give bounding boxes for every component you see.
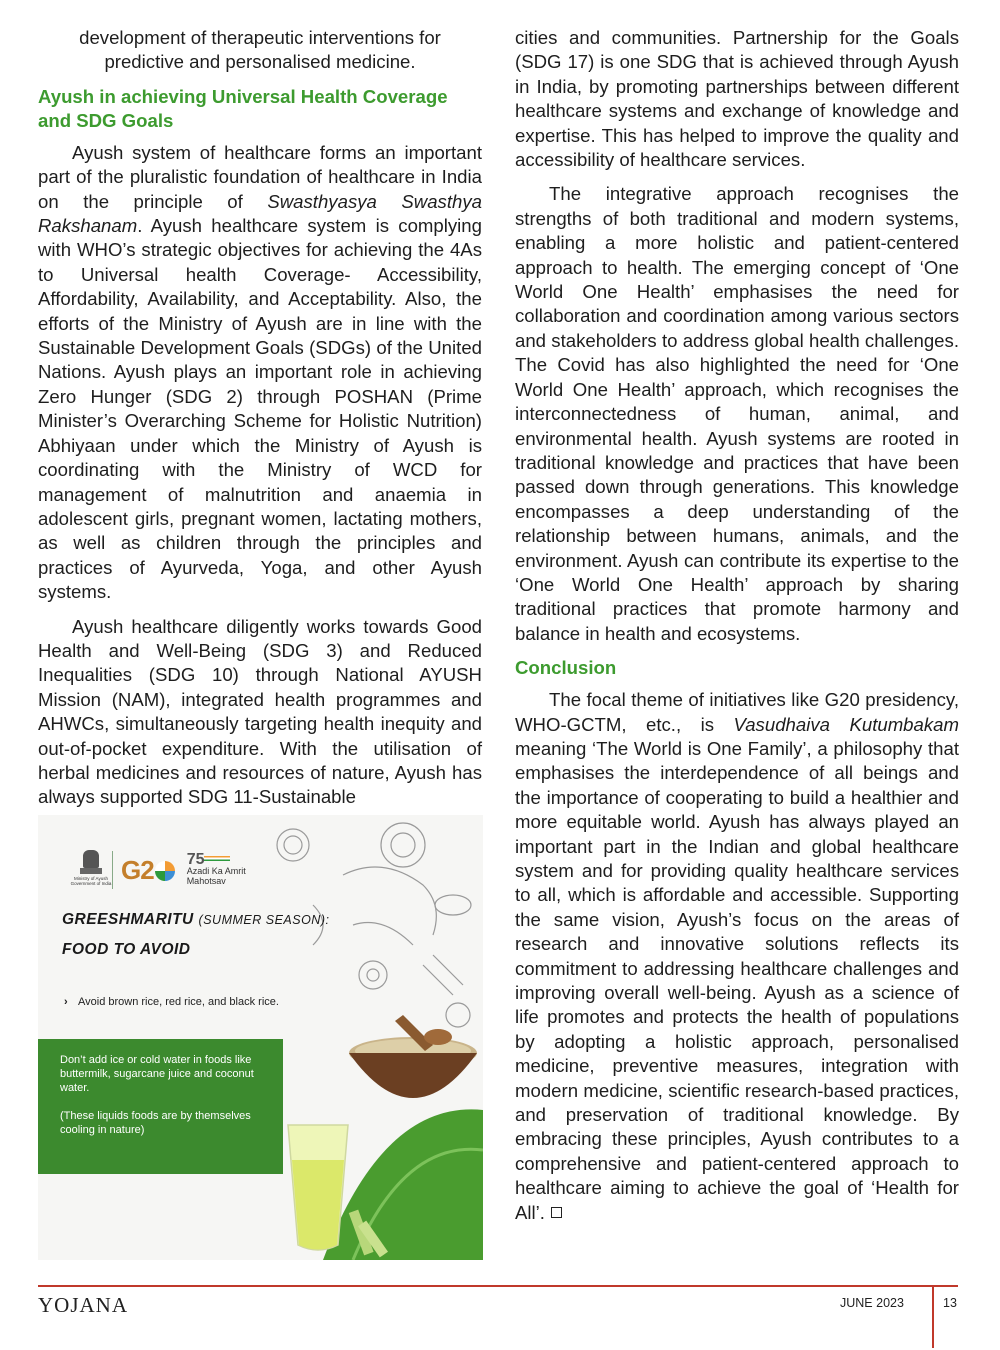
national-emblem-icon xyxy=(70,850,112,890)
section-heading-uhc-sdg: Ayush in achieving Universal Health Coverage and SDG Goals xyxy=(38,85,448,131)
logo-divider xyxy=(112,851,113,889)
azadi-text: Azadi Ka Amrit Mahotsav xyxy=(186,865,246,886)
poster-title-main: GREESHMARITU xyxy=(62,911,194,928)
paragraph-conclusion xyxy=(515,688,959,1225)
poster-green-box xyxy=(38,1039,283,1174)
left-column xyxy=(38,26,482,820)
tricolour-flag-icon xyxy=(204,856,230,861)
italic-phrase: Vasudhaiva Kutumbakam xyxy=(733,713,959,735)
g20-text: G2 xyxy=(121,854,154,885)
juice-glass-illustration xyxy=(268,1115,388,1260)
intro-continued: development of therapeutic interventions for predictive and personalised medicine. xyxy=(79,27,441,73)
greeshmaritu-poster xyxy=(38,815,483,1260)
magazine-brand: YOJANA xyxy=(38,1293,128,1317)
paragraph-text: Ayush system of healthcare forms an important part of the pluralistic foundation of healthcare in India on the principle of xyxy=(38,141,482,212)
g20-logo xyxy=(121,855,175,886)
paragraph-text: . Ayush healthcare system is complying with WHO’s strategic objectives for achieving the 4As to Universal health Coverage- Accessibility, Affordability, Availability, and Acceptability. Also, the efforts of the Ministry of Ayush are in line with the Sustainable Development Goals (SDGs) of the United Nations. Ayush plays an important role in achieving Zero Hunger (SDG 2) through POSHAN (Prime Minister’s Overarching Scheme for Holistic Nutrition) Abhiyaan under which the Ministry of Ayush is coordinating with the Ministry of WCD for management of malnutrition and anaemia in adolescent girls, pregnant women, lactating mothers, as well as children through the principles and practices of Ayurveda, Yoga, and other Ayush systems. xyxy=(38,215,482,603)
end-mark-icon xyxy=(551,1207,562,1218)
right-column xyxy=(515,26,959,1235)
paragraph-sdg17: cities and communities. Partnership for the Goals (SDG 17) is one SDG that is achieved through Ayush in India, by promoting partnerships between different healthcare systems and exchange of knowledge and expertise. This has helped to improve the quality and accessibility of healthcare services. xyxy=(515,27,959,171)
paragraph-good-health: Ayush healthcare diligently works towards Good Health and Well-Being (SDG 3) and Reduced Inequalities (SDG 10) through National AYUSH Mission (NAM), integrated health programmes and AHWCs, simultaneously targeting health inequity and out-of-pocket expenditure. With the utilisation of herbal medicines and resources of nature, Ayush has always supported SDG 11-Sustainable xyxy=(38,615,482,808)
food-sketch-illustration xyxy=(253,815,483,1045)
g20-globe-icon xyxy=(155,861,175,881)
poster-logos xyxy=(70,845,247,895)
azadi-number: 75 xyxy=(186,850,205,868)
paragraph-text: The focal theme of initiatives like G20 presidency, WHO-GCTM, etc., is xyxy=(515,689,959,735)
poster-title xyxy=(62,911,329,929)
section-heading-conclusion: Conclusion xyxy=(515,657,617,679)
azadi-ka-amrit-mahotsav-logo xyxy=(186,850,247,886)
paragraph-pluralistic-foundation xyxy=(38,141,482,605)
italic-phrase: Swasthyasya Swasthya Rakshanam xyxy=(38,190,482,237)
poster-title-line2: FOOD TO AVOID xyxy=(62,941,191,958)
footer-rule xyxy=(38,1285,958,1287)
page-number: 13 xyxy=(943,1296,957,1310)
paragraph-text: meaning ‘The World is One Family’, a philosophy that emphasises the interdependence of all beings and the importance of cooperating to build a healthier and more equitable world. Ayush has always played an important part in the Indian and global healthcare system and for providing quality healthcare services to all, which is affordable and accessible. Supporting the same vision, Ayush’s focus on the areas of research and innovative solutions reflects its commitment to addressing healthcare challenges and improving overall well-being. Ayush as a science of life promotes and protects the health of populations by adopting a holistic approach, personalised medicine, preventive measures, integration with modern medicine, scientific research-based practices, and preservation of traditional knowledge. By embracing these principles, Ayush contributes to a comprehensive and patient-centered approach to healthcare aiming to achieve the goal of ‘Health for All’. xyxy=(515,737,959,1223)
paragraph-integrative-approach: The integrative approach recognises the strengths of both traditional and modern systems, enabling a more holistic and patient-centered approach to health. The emerging concept of ‘One World One Health’ emphasises the need for collaboration and coordination among various sectors and stakeholders to address global health challenges. The Covid has also highlighted the need for ‘One World One Health’ approach, which recognises the interconnectedness of human, animal, and environmental health. Ayush systems are rooted in traditional knowledge and practices that have been passed down through generations. This knowledge encompasses a deep understanding of the relationship between humans, animals, and the environment. Ayush can contribute its expertise to the ‘One World One Health’ approach by sharing traditional practices that promote harmony and balance in health and ecosystems. xyxy=(515,183,959,644)
chevron-right-icon: › xyxy=(64,996,68,1008)
issue-date: JUNE 2023 xyxy=(840,1296,904,1310)
footer-vertical-rule xyxy=(932,1286,934,1348)
green-box-text: Don’t add ice or cold water in foods like buttermilk, sugarcane juice and coconut water. xyxy=(60,1054,254,1094)
emblem-caption: Ministry of Ayush Government of India xyxy=(70,876,112,886)
green-box-note: (These liquids foods are by themselves cooling in nature) xyxy=(60,1110,251,1136)
poster-bullet-text: Avoid brown rice, red rice, and black rice. xyxy=(78,996,279,1008)
poster-bullet xyxy=(64,995,294,1009)
poster-title-sub: (SUMMER SEASON): xyxy=(198,913,330,927)
